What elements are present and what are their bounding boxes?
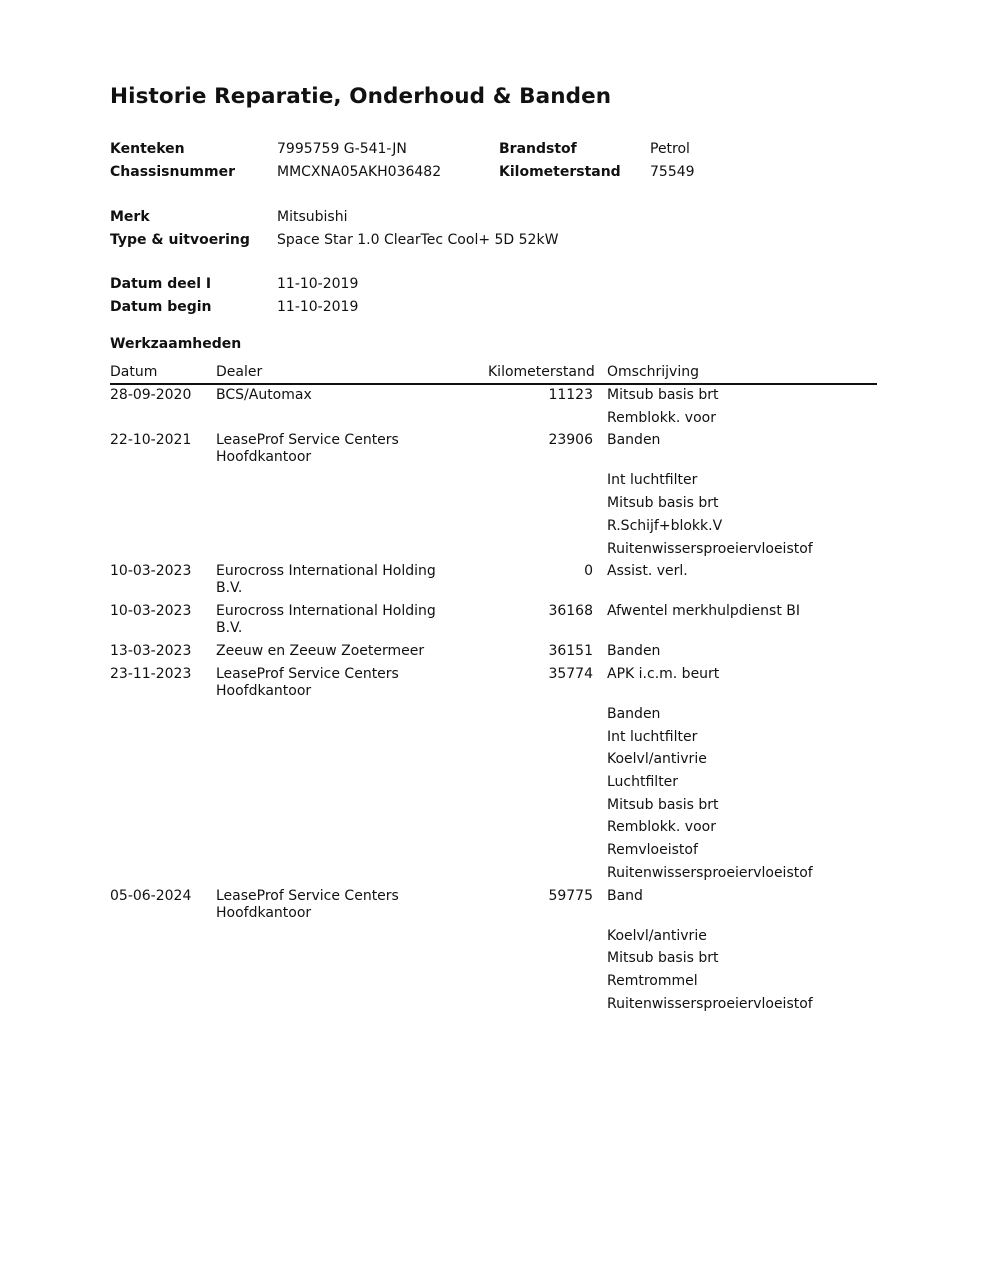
row-dealer: Eurocross International Holding — [216, 563, 436, 580]
row-omschrijving: Mitsub basis brt — [607, 950, 719, 967]
row-omschrijving: Koelvl/antivrie — [607, 927, 707, 944]
row-omschrijving: Luchtfilter — [607, 774, 679, 790]
row-omschrijving: Assist. verl. — [607, 563, 688, 580]
row-dealer-line2: Hoofdkantoor — [216, 682, 312, 699]
kenteken-label: Kenteken — [110, 141, 185, 157]
header-dealer: Dealer — [216, 364, 263, 380]
row-omschrijving: Int luchtfilter — [607, 728, 698, 745]
row-omschrijving: Mitsub basis brt — [607, 796, 719, 813]
row-dealer-line2: B.V. — [216, 620, 243, 637]
row-omschrijving: APK i.c.m. beurt — [607, 665, 720, 682]
merk-value: Mitsubishi — [277, 209, 348, 225]
row-omschrijving: Band — [607, 887, 643, 904]
row-omschrijving: Ruitenwissersproeiervloeistof — [607, 995, 813, 1012]
row-omschrijving: Remblokk. voor — [607, 819, 716, 836]
row-dealer-line2: B.V. — [216, 580, 243, 597]
row-dealer-line2: Hoofdkantoor — [216, 449, 312, 466]
row-omschrijving: Remblokk. voor — [607, 409, 716, 426]
row-datum: 28-09-2020 — [110, 387, 192, 403]
type-label: Type & uitvoering — [110, 232, 250, 248]
row-dealer: LeaseProf Service Centers — [216, 887, 399, 904]
row-omschrijving: Banden — [607, 705, 661, 722]
header-kilometerstand: Kilometerstand — [488, 364, 595, 380]
header-datum: Datum — [110, 364, 158, 380]
row-omschrijving: Koelvl/antivrie — [607, 751, 707, 768]
row-omschrijving: Banden — [607, 432, 661, 449]
kenteken-value: 7995759 G-541-JN — [277, 141, 407, 157]
section-title: Werkzaamheden — [110, 336, 242, 352]
row-datum: 10-03-2023 — [110, 563, 192, 580]
row-omschrijving: Afwentel merkhulpdienst BI — [607, 603, 801, 620]
table-header — [110, 363, 877, 385]
datum-begin-value: 11-10-2019 — [277, 299, 359, 315]
row-datum: 05-06-2024 — [110, 887, 192, 904]
page-title: Historie Reparatie, Onderhoud & Banden — [110, 84, 612, 109]
row-omschrijving: Mitsub basis brt — [607, 495, 719, 512]
row-kilometerstand: 23906 — [548, 432, 593, 449]
row-kilometerstand: 36168 — [548, 603, 593, 620]
row-datum: 23-11-2023 — [110, 665, 192, 682]
header-omschrijving: Omschrijving — [607, 364, 699, 380]
brandstof-value: Petrol — [650, 141, 690, 157]
row-dealer-line2: Hoofdkantoor — [216, 904, 312, 921]
row-kilometerstand: 11123 — [548, 387, 593, 403]
chassis-value: MMCXNA05AKH036482 — [277, 164, 442, 180]
row-dealer: Eurocross International Holding — [216, 603, 436, 620]
row-dealer: LeaseProf Service Centers — [216, 432, 399, 449]
row-omschrijving: R.Schijf+blokk.V — [607, 517, 723, 534]
row-omschrijving: Ruitenwissersproeiervloeistof — [607, 540, 813, 557]
row-kilometerstand: 36151 — [548, 643, 593, 660]
row-omschrijving: Mitsub basis brt — [607, 387, 719, 403]
row-datum: 22-10-2021 — [110, 432, 192, 449]
row-omschrijving: Remtrommel — [607, 972, 698, 989]
row-kilometerstand: 0 — [584, 563, 593, 580]
kilometerstand-label: Kilometerstand — [499, 164, 621, 180]
type-value: Space Star 1.0 ClearTec Cool+ 5D 52kW — [277, 232, 559, 248]
merk-label: Merk — [110, 209, 150, 225]
row-omschrijving: Banden — [607, 643, 661, 660]
row-datum: 10-03-2023 — [110, 603, 192, 620]
row-omschrijving: Ruitenwissersproeiervloeistof — [607, 864, 813, 881]
datum-deel-value: 11-10-2019 — [277, 276, 359, 292]
row-dealer: LeaseProf Service Centers — [216, 665, 399, 682]
datum-begin-label: Datum begin — [110, 299, 212, 315]
row-dealer: BCS/Automax — [216, 387, 312, 403]
row-kilometerstand: 35774 — [548, 665, 593, 682]
row-dealer: Zeeuw en Zeeuw Zoetermeer — [216, 643, 425, 660]
row-datum: 13-03-2023 — [110, 643, 192, 660]
brandstof-label: Brandstof — [499, 141, 577, 157]
kilometerstand-value: 75549 — [650, 164, 695, 180]
row-omschrijving: Int luchtfilter — [607, 472, 698, 489]
row-kilometerstand: 59775 — [548, 887, 593, 904]
chassis-label: Chassisnummer — [110, 164, 235, 180]
datum-deel-label: Datum deel I — [110, 276, 212, 292]
row-omschrijving: Remvloeistof — [607, 842, 698, 859]
